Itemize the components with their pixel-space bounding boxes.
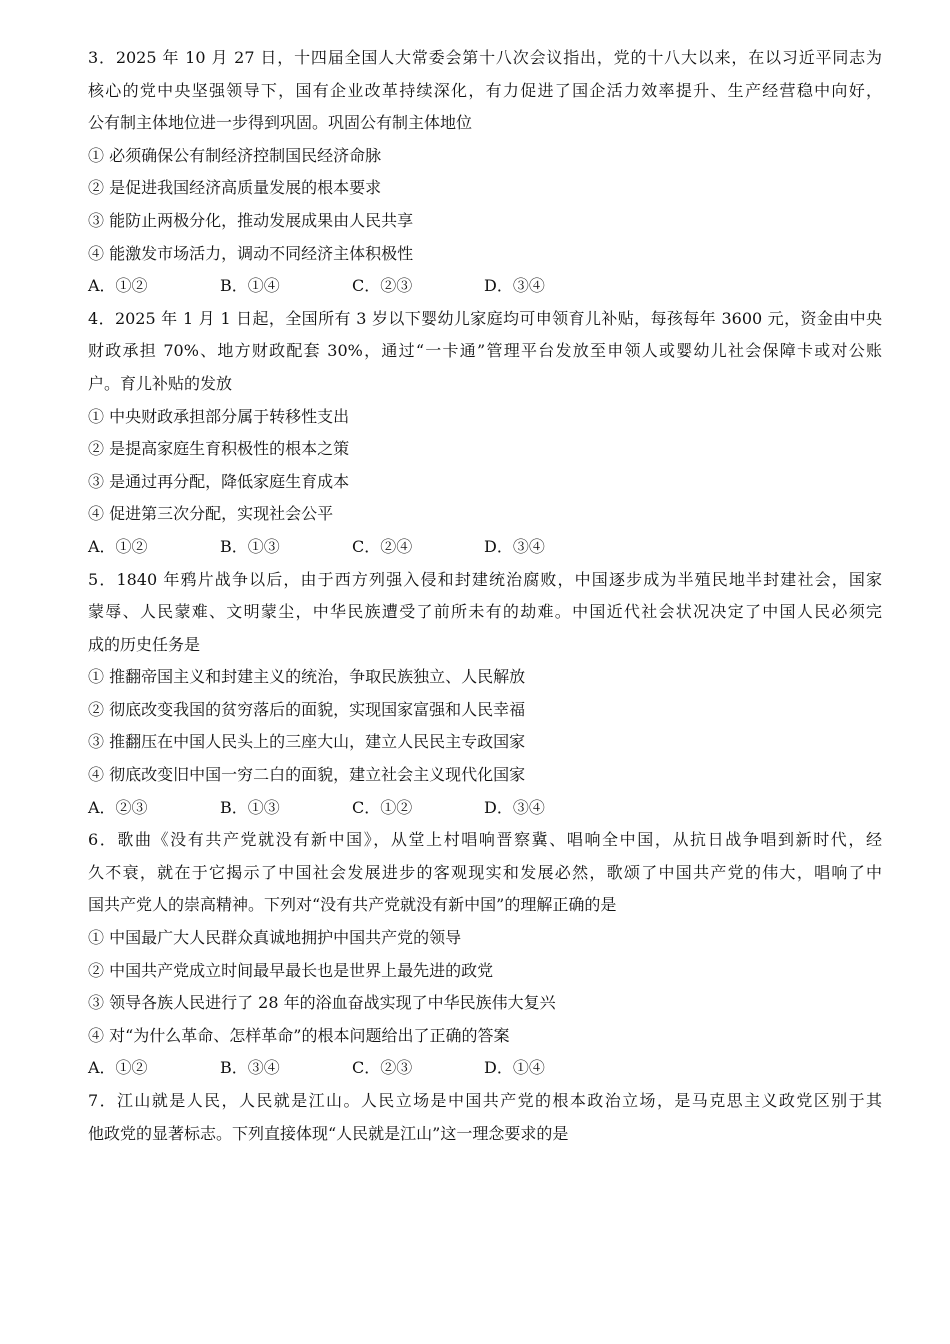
option-d: D．③④ — [484, 536, 545, 556]
statement-1: ① 中央财政承担部分属于转移性支出 — [88, 406, 350, 426]
question-stem-line: 公有制主体地位进一步得到巩固。巩固公有制主体地位 — [88, 113, 473, 133]
question-6 — [88, 824, 882, 1085]
answer-options — [88, 531, 882, 564]
question-stem-line: 他政党的显著标志。下列直接体现“人民就是江山”这一理念要求的是 — [88, 1123, 569, 1143]
question-7 — [88, 1085, 882, 1150]
question-stem-line: 国共产党人的崇高精神。下列对“没有共产党就没有新中国”的理解正确的是 — [88, 895, 617, 915]
question-stem-line: 5．1840 年鸦片战争以后，由于西方列强入侵和封建统治腐败，中国逐步成为半殖民地半封建社会，国家 — [88, 569, 882, 589]
question-stem-line: 户。育儿补贴的发放 — [88, 373, 233, 393]
option-a: A．①② — [88, 536, 148, 556]
option-a: A．①② — [88, 276, 148, 296]
statement-4: ④ 促进第三次分配，实现社会公平 — [88, 504, 334, 524]
option-d: D．①④ — [484, 1058, 545, 1078]
question-stem-line: 核心的党中央坚强领导下，国有企业改革持续深化，有力促进了国企活力效率提升、生产经营稳中向好， — [88, 80, 882, 100]
answer-options — [88, 270, 882, 303]
statement-3: ③ 领导各族人民进行了 28 年的浴血奋战实现了中华民族伟大复兴 — [88, 993, 556, 1013]
question-stem-line: 蒙辱、人民蒙难、文明蒙尘，中华民族遭受了前所未有的劫难。中国近代社会状况决定了中国人民必须完 — [88, 602, 882, 622]
question-3 — [88, 42, 882, 303]
statement-3: ③ 能防止两极分化，推动发展成果由人民共享 — [88, 210, 414, 230]
statement-2: ② 是提高家庭生育积极性的根本之策 — [88, 439, 350, 459]
option-c: C．②③ — [352, 276, 413, 296]
option-b: B．①③ — [220, 536, 280, 556]
option-b: B．③④ — [220, 1058, 280, 1078]
statement-4: ④ 对“为什么革命、怎样革命”的根本问题给出了正确的答案 — [88, 1025, 510, 1045]
option-c: C．①② — [352, 797, 413, 817]
option-c: C．②③ — [352, 1058, 413, 1078]
statement-1: ① 中国最广大人民群众真诚地拥护中国共产党的领导 — [88, 928, 462, 948]
option-d: D．③④ — [484, 797, 545, 817]
option-a: A．②③ — [88, 797, 148, 817]
exam-page — [88, 42, 882, 1150]
statement-1: ① 必须确保公有制经济控制国民经济命脉 — [88, 145, 382, 165]
option-b: B．①④ — [220, 276, 280, 296]
statement-2: ② 彻底改变我国的贫穷落后的面貌，实现国家富强和人民幸福 — [88, 699, 526, 719]
question-stem-line: 6．歌曲《没有共产党就没有新中国》，从堂上村唱响晋察冀、唱响全中国，从抗日战争唱到新时代，经 — [88, 830, 882, 850]
statement-4: ④ 彻底改变旧中国一穷二白的面貌，建立社会主义现代化国家 — [88, 765, 526, 785]
statement-4: ④ 能激发市场活力，调动不同经济主体积极性 — [88, 243, 414, 263]
option-c: C．②④ — [352, 536, 413, 556]
statement-3: ③ 推翻压在中国人民头上的三座大山，建立人民民主专政国家 — [88, 732, 526, 752]
question-stem-line: 3．2025 年 10 月 27 日，十四届全国人大常委会第十八次会议指出，党的十八大以来，在以习近平同志为 — [88, 48, 882, 67]
statement-2: ② 中国共产党成立时间最早最长也是世界上最先进的政党 — [88, 960, 494, 980]
statement-1: ① 推翻帝国主义和封建主义的统治，争取民族独立、人民解放 — [88, 667, 526, 687]
question-stem-line: 财政承担 70%、地方财政配套 30%，通过“一卡通”管理平台发放至申领人或婴幼儿社会保障卡或对公账 — [88, 341, 882, 361]
statement-3: ③ 是通过再分配，降低家庭生育成本 — [88, 471, 350, 491]
answer-options — [88, 1052, 882, 1085]
question-stem-line: 久不衰，就在于它揭示了中国社会发展进步的客观现实和发展必然，歌颂了中国共产党的伟大，唱响了中 — [88, 862, 882, 882]
question-stem-line: 7．江山就是人民，人民就是江山。人民立场是中国共产党的根本政治立场，是马克思主义政党区别于其 — [88, 1091, 882, 1110]
answer-options — [88, 792, 882, 825]
question-4 — [88, 303, 882, 564]
option-b: B．①③ — [220, 797, 280, 817]
question-stem-line: 成的历史任务是 — [88, 634, 201, 654]
question-5 — [88, 564, 882, 825]
statement-2: ② 是促进我国经济高质量发展的根本要求 — [88, 178, 382, 198]
option-d: D．③④ — [484, 276, 545, 296]
question-stem-line: 4．2025 年 1 月 1 日起，全国所有 3 岁以下婴幼儿家庭均可申领育儿补贴，每孩每年 3600 元，资金由中央 — [88, 308, 882, 328]
option-a: A．①② — [88, 1058, 148, 1078]
